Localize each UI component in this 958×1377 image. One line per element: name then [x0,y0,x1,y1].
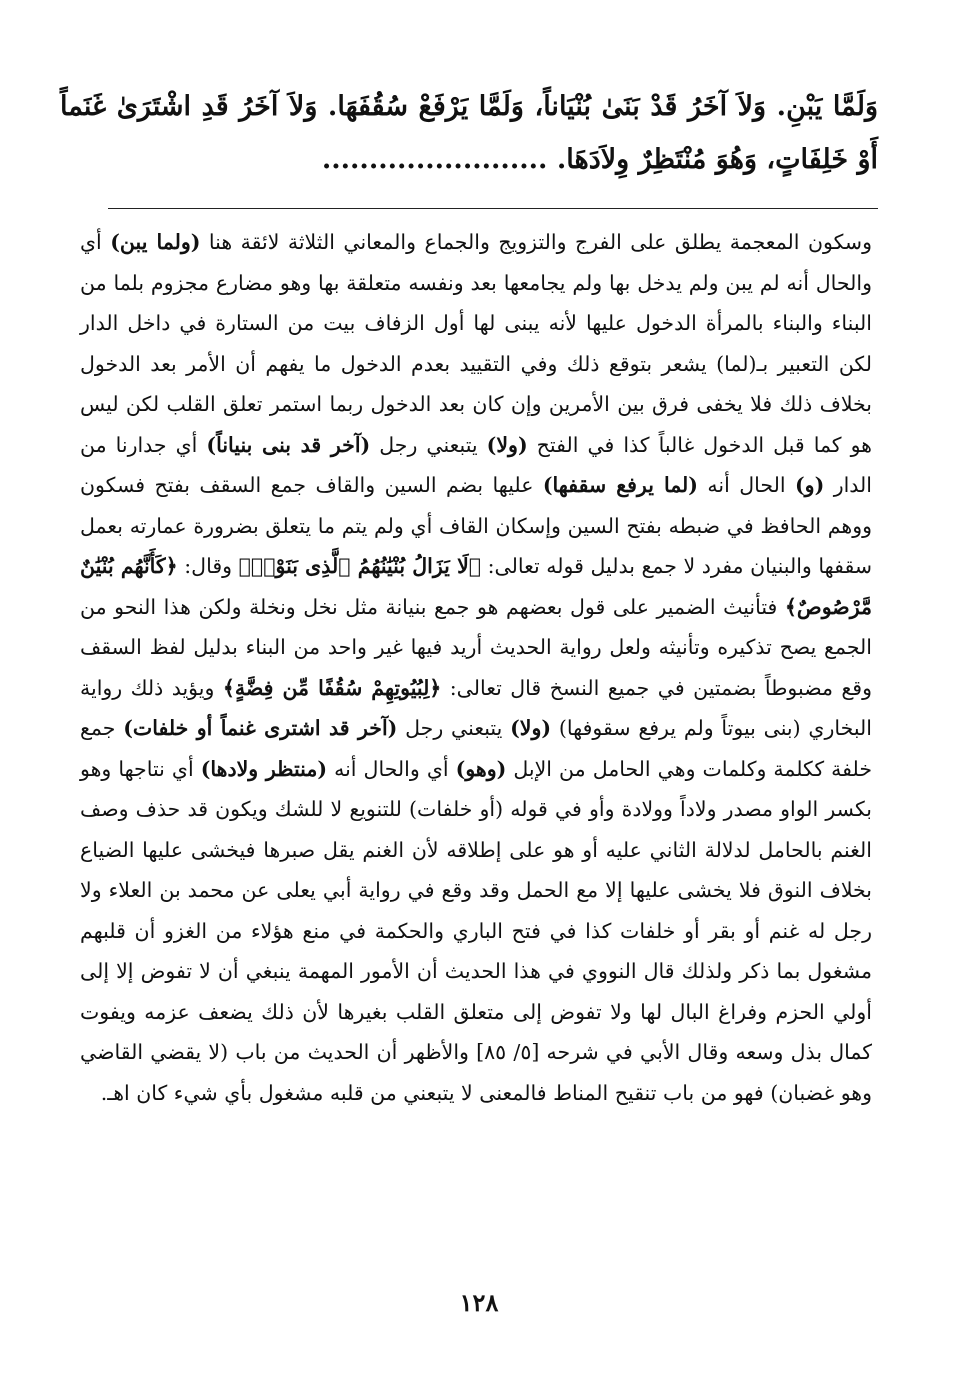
commentary-segment: أي والحال أنه لم يبن ولم يدخل بها ولم يجامعها بعد ونفسه متعلقة بها وهو مضارع مجزوم بلما من البناء والبناء بالمرأة الدخول عليها لأنه يبنى لها أول الزفاف بيت من الستارة في داخل الدار لكن التعبير بـ(لما) يشعر بتوقع ذلك وفي التقييد بعدم الدخول ما يفهم أن الأمر بعد الدخول بخلاف ذلك فلا يخفى فرق بين الأمرين وإن كان بعد الدخول ربما استمر تعلق القلب لكن ليس هو كما قبل الدخول غالباً كذا في الفتح [80,230,872,457]
commentary-segment: يتبعني رجل [397,716,511,740]
quoted-phrase: (ولا) [486,432,528,457]
footnote-divider [108,208,878,209]
commentary-segment: وسكون المعجمة يطلق على الفرج والتزويج والجماع والمعاني الثلاثة لائقة هنا [200,230,873,254]
page-number: ١٢٨ [459,1288,499,1317]
quoted-phrase: (لما يرفع سقفها) [542,473,699,497]
quoted-phrase: (وهو) [455,756,507,781]
quoted-phrase: (ولا) [510,716,552,740]
matn-text [60,80,878,186]
commentary-segment: أي نتاجها وهو بكسر الواو مصدر ولاداً وولادة وأو في قوله (أو خلفات) للتنويع لا للشك ويكون قد حذف وصف الغنم بالحامل لدلالة الثاني عليه أو هو على إطلاقه لأن الغنم يقل صبرها فيخشى عليها الضياع بخلاف النوق فلا يخشى عليها إلا مع الحمل وقد وقع في رواية أبي يعلى عن محمد بن العلاء ولا رجل له غنم أو بقر أو خلفات كذا في فتح الباري والحكمة في منع هؤلاء من الغزو أن قلبهم مشغول بما ذكر ولذلك قال النووي في هذا الحديث أن الأمور المهمة ينبغي أن لا تفوض إلا إلى أولي الحزم وفراغ البال لها ولا تفوض إلى متعلق القلب بغيرها لأن ذلك يضعف عزمه ويفوت كمال بذل وسعه وقال الأبي في شرحه [٥/ ٨٥] والأظهر أن الحديث من باب (لا يقضي القاضي وهو غضبان) فهو من باب تنقيح المناط فالمعنى لا يتبعني من قلبه مشغول بأي شيء كان اهـ. [80,756,872,1105]
commentary-segment: عليها بضم السين والقاف جمع السقف بفتح فسكون ووهم الحافظ في ضبطه بفتح السين وإسكان القاف أي ولم يتم ما يتعلق بضرورة عمارته بعمل سقفها والبنيان مفرد لا جمع بدليل قوله تعالى: [80,473,872,578]
commentary-segment: الحال أنه [698,473,795,497]
commentary-segment: جمع خلفة ككلمة وكلمات وهي الحامل من الإبل [80,716,872,781]
commentary-segment: فتأنيث الضمير على قول بعضهم هو جمع بنيانة مثل نخل ونخلة ولكن هذا النحو من الجمع يصح تذكيره وتأنيثه ولعل رواية الحديث أريد فيها غير واحد من البناء بدليل لفظ السقف وقع مضبوطاً بضمتين في جميع النسخ قال تعالى: [80,594,872,700]
quran-verse: ﴿لَا يَزَالُ بُنْيَٰنُهُمُ ٱلَّذِى بَنَوْا۟﴾ [238,554,482,578]
quoted-phrase: (و) [794,473,825,497]
commentary-text [80,222,872,1113]
matn-line-2: خَلِفَاتٍ، وَهُوَ مُنْتَظِرٌ وِلاَدَهَا. [556,144,849,175]
quoted-phrase: (آخر قد بنى بنياناً) [206,432,371,457]
quoted-phrase: (آخر قد اشترى غنماً أو خلفات) [123,716,398,740]
quran-verse: ﴿لِبُيُوتِهِمْ سُقُفًا مِّن فِضَّةٍ﴾ [222,675,442,700]
commentary-segment: ويؤيد ذلك رواية البخاري (بنى بيوتاً ولم يرفع سقوفها) [80,675,872,740]
quran-verse: ﴿كَأَنَّهُم بُنْيَٰنٌ مَّرْصُوصٌ﴾ [80,554,872,619]
commentary-segment: أي والحال أنه [327,756,456,781]
commentary-segment: وقال: [177,554,239,578]
commentary-segment: يتبعني رجل [370,432,487,457]
quoted-phrase: (ولما يبن) [110,230,201,254]
matn-dots: ........................ [321,144,548,175]
commentary-segment: أي جدارنا من الدار [80,432,872,497]
quoted-phrase: (منتظر ولادها) [200,756,328,781]
matn-line-1: وَلَمَّا يَبْنِ. وَلاَ آخَرُ قَدْ بَنَىٰ بُنْيَاناً، وَلَمَّا يَرْفَعْ سُقُفَهَا. وَلاَ آخَرُ قَدِ اشْتَرَىٰ غَنَماً أَوْ [60,91,878,175]
